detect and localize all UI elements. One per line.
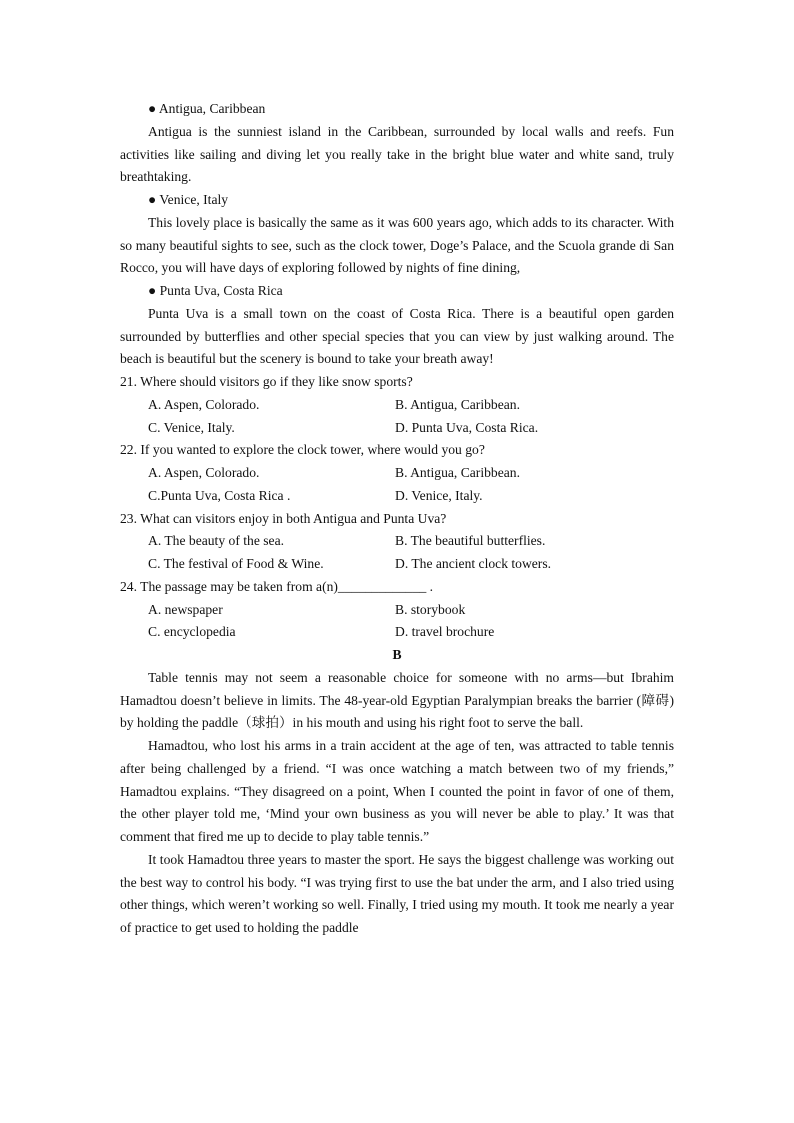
question-21: [120, 371, 674, 439]
passage-b-paragraph-1: Table tennis may not seem a reasonable choice for someone with no arms—but Ibrahim Hamadtou doesn’t believe in limits. The 48-year-old Egyptian Paralympian breaks the barrier (障碍) by holding the paddle（球拍）in his mouth and using his right foot to serve the ball.: [120, 669, 674, 731]
option-c: C. encyclopedia: [148, 624, 236, 640]
option-a: A. newspaper: [148, 601, 223, 617]
antigua-paragraph: Antigua is the sunniest island in the Caribbean, surrounded by local walls and reefs. Fun activities like sailing and diving let you really take in the bright blue water and white sand, truly breathtaking.: [120, 123, 674, 185]
punta-uva-heading: ● Punta Uva, Costa Rica: [148, 283, 283, 298]
option-d: D. The ancient clock towers.: [395, 556, 552, 571]
option-a: A. The beauty of the sea.: [148, 533, 285, 549]
options-row: [120, 599, 674, 622]
option-c: C. The festival of Food & Wine.: [148, 556, 324, 571]
punta-uva-paragraph: Punta Uva is a small town on the coast of Costa Rica. There is a beautiful open garden surrounded by butterflies and other special species that you can view by just walking around. The beach is beautiful but the scenery is bound to take your breath away!: [120, 305, 674, 367]
option-a: A. Aspen, Colorado.: [148, 465, 260, 480]
options-row: [120, 417, 674, 440]
exam-page: [120, 98, 674, 940]
options-row: [120, 530, 674, 553]
question-stem: 22. If you wanted to explore the clock tower, where would you go?: [120, 442, 485, 458]
venice-paragraph: This lovely place is basically the same as it was 600 years ago, which adds to its character. With so many beautiful sights to see, such as the clock tower, Doge’s Palace, and the Scuola grande di San Rocco, you will have days of exploring followed by nights of fine dining,: [120, 214, 674, 276]
option-a: A. Aspen, Colorado.: [148, 396, 260, 412]
antigua-heading: ● Antigua, Caribbean: [148, 101, 266, 116]
passage-b-paragraph-2: Hamadtou, who lost his arms in a train accident at the age of ten, was attracted to table tennis after being challenged by a friend. “I was once watching a match between two of my friends,” Hamadtou explains. “They disagreed on a point, When I counted the point in favor of one of them, the other player told me, ‘Mind your own business as you will never be able to play.’ It was that comment that fired me up to decide to play table tennis.”: [120, 738, 674, 844]
passage-b-paragraph-3: It took Hamadtou three years to master the sport. He says the biggest challenge was working out the best way to control his body. “I was trying first to use the bat under the arm, and I also tried using other things, which weren’t working so well. Finally, I tried using my mouth. It took me nearly a year of practice to get used to holding the paddle: [120, 851, 674, 935]
options-row: [120, 462, 674, 485]
option-c: C.Punta Uva, Costa Rica .: [148, 487, 291, 503]
question-22: [120, 439, 674, 507]
option-d: D. travel brochure: [395, 624, 495, 640]
venice-heading: ● Venice, Italy: [148, 192, 229, 207]
question-stem: 23. What can visitors enjoy in both Antigua and Punta Uva?: [120, 510, 447, 526]
question-23: [120, 508, 674, 576]
option-d: D. Venice, Italy.: [395, 487, 483, 503]
options-row: [120, 621, 674, 644]
option-b: B. storybook: [395, 601, 466, 617]
question-stem: 24. The passage may be taken from a(n)_____________ .: [120, 578, 434, 594]
option-b: B. The beautiful butterflies.: [395, 533, 546, 549]
option-b: B. Antigua, Caribbean.: [395, 465, 520, 480]
question-stem: 21. Where should visitors go if they like snow sports?: [120, 374, 413, 389]
options-row: [120, 485, 674, 508]
option-c: C. Venice, Italy.: [148, 419, 235, 435]
options-row: [120, 394, 674, 417]
section-b-title: B: [392, 647, 402, 662]
question-24: [120, 576, 674, 644]
option-d: D. Punta Uva, Costa Rica.: [395, 419, 539, 435]
option-b: B. Antigua, Caribbean.: [395, 396, 520, 412]
options-row: [120, 553, 674, 576]
